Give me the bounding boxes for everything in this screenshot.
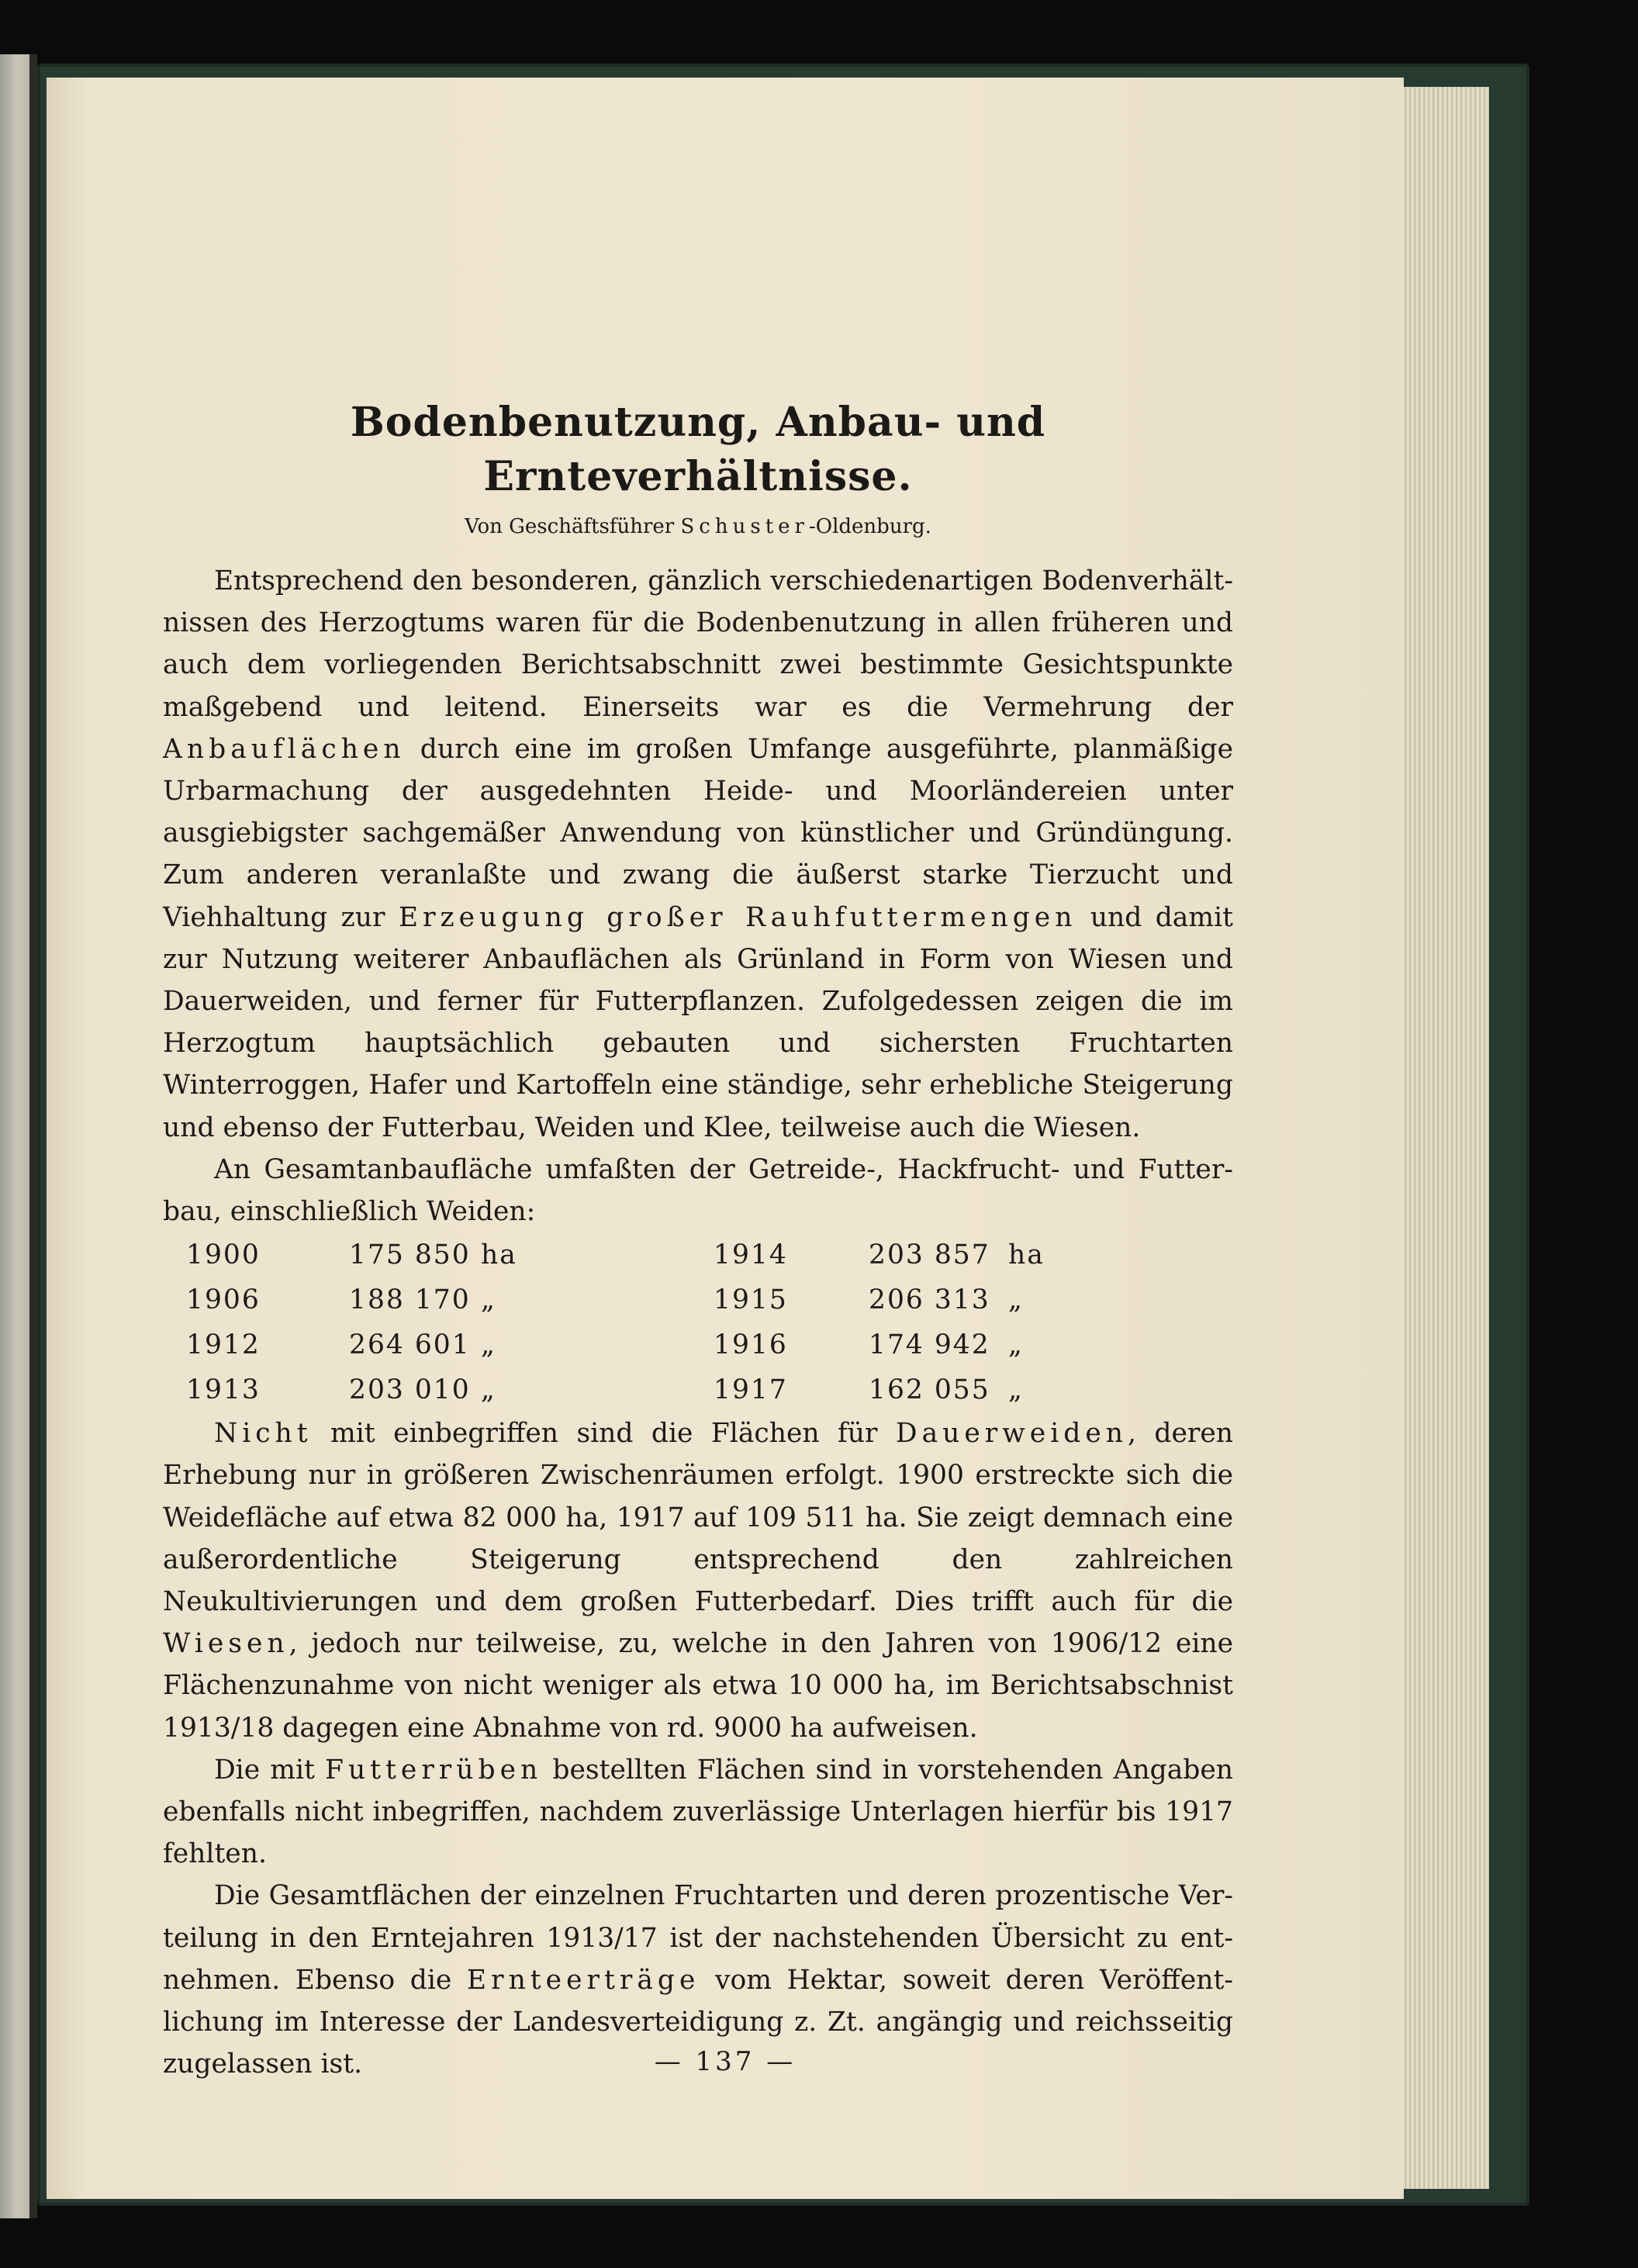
table-row (163, 1367, 1070, 1412)
table-cell-year: 1914 (714, 1239, 788, 1271)
table-cell-value: 206 313 (869, 1284, 990, 1316)
table-cell-value: 174 942 (869, 1329, 990, 1361)
paragraph-1-emphasis-erzeugung: Erzeugung großer Rauhfuttermengen (398, 901, 1077, 933)
paragraph-3-text-a: mit einbegriffen sind die Flächen für (312, 1418, 896, 1450)
table-cell-value: 175 850 (349, 1239, 471, 1271)
table-cell-unit: ha (1008, 1239, 1045, 1271)
table-row (163, 1233, 1070, 1277)
table-cell-unit: „ (481, 1284, 496, 1316)
table-cell-value: 203 857 (869, 1239, 990, 1271)
paragraph-1-text-a: Entsprechend den besonderen, gänzlich verschiedenartigen Bodenverhältnissen des Herzogtums waren für die Bodenbenutzung in allen früheren und auch dem vorliegenden Berichtsabschnitt zwei bestimmte Gesichtspunkte maßgebend und leitend. Einerseits war es die Vermehrung der (163, 565, 1233, 723)
paragraph-3-text-b: , deren Erhebung nur in größeren Zwischenräumen erfolgt. 1900 erstreckte sich die Weidefläche auf etwa 82 000 ha, 1917 auf 109 511 ha. Sie zeigt demnach eine außerordentliche Steigerung entsprechend den zahlreichen Neukultivierungen und dem großen Futterbedarf. Dies trifft auch für die (163, 1418, 1233, 1618)
paragraph-1-text-c: und damit zur Nutzung weiterer Anbauflächen als Grünland in Form von Wiesen und Dauerweiden, und ferner für Futterpflanzen. Zufolgedessen zeigen die im Herzogtum hauptsächlich gebauten und sichersten Fruchtarten Winterroggen, Hafer und Kartoffeln eine ständige, sehr erhebliche Steigerung und ebenso der Futterbau, Weiden und Klee, teilweise auch die Wiesen. (163, 901, 1233, 1143)
table-cell-unit: ha (481, 1239, 517, 1271)
page-title: Bodenbenutzung, Anbau- und Ernteverhältnisse. (350, 399, 1046, 500)
paragraph-4-text-a: Die mit (214, 1754, 326, 1786)
paragraph-5-text-b: vom Hektar, soweit deren Veröffentlichung im Interesse der Landesverteidigung z. Zt. angängig und reichsseitig zugelassen ist. (163, 1964, 1233, 2080)
paragraph-4-emphasis-futterrueben: Futterrüben (325, 1754, 543, 1786)
acreage-table (163, 1233, 1070, 1412)
paragraph-1-text-b: durch eine im großen Umfange ausgeführte, planmäßige Urbarmachung der ausgedehnten Heide- und Moorländereien unter ausgiebigster sachgemäßer Anwendung von künstlicher und Gründüngung. Zum anderen veranlaßte und zwang die äußerst starke Tierzucht und Viehhaltung zur (163, 733, 1233, 933)
table-cell-year: 1906 (186, 1284, 261, 1316)
table-cell-year: 1900 (186, 1239, 261, 1271)
paragraph-3-emphasis-nicht: Nicht (214, 1418, 313, 1450)
paragraph-5-text-a: Die Gesamtflächen der einzelnen Fruchtarten und deren prozentische Verteilung in den Erntejahren 1913/17 ist der nachstehenden Übersicht zu entnehmen. Ebenso die (163, 1880, 1233, 1996)
page-number: — 137 — (654, 2046, 797, 2077)
paragraph-1 (163, 560, 1233, 1149)
byline-suffix: -Oldenburg. (808, 515, 931, 538)
paragraph-4-text-b: bestellten Flächen sind in vorstehenden Angaben ebenfalls nicht inbegriffen, nachdem zuverlässige Unterlagen hierfür bis 1917 fehlten. (163, 1754, 1233, 1870)
page-content (163, 396, 1233, 2086)
table-cell-value: 162 055 (869, 1374, 990, 1406)
paragraph-2: An Gesamtanbaufläche umfaßten der Getreide-, Hackfrucht- und Futterbau, einschließlich Weiden: (163, 1153, 1233, 1228)
table-cell-year: 1917 (714, 1374, 788, 1406)
table-row (163, 1277, 1070, 1322)
table-cell-value: 264 601 (349, 1329, 471, 1361)
table-cell-year: 1915 (714, 1284, 788, 1316)
previous-page-edge (0, 54, 37, 2218)
table-cell-unit: „ (1008, 1329, 1024, 1361)
table-cell-value: 188 170 (349, 1284, 471, 1316)
byline (163, 513, 1233, 540)
byline-author: Schuster (680, 515, 809, 538)
paragraph-3 (163, 1412, 1233, 1749)
paragraph-3-text-c: , jedoch nur teilweise, zu, welche in den Jahren von 1906/12 eine Flächenzunahme von nicht weniger als etwa 10 000 ha, im Berichtsabschnist 1913/18 dagegen eine Abnahme von rd. 9000 ha aufweisen. (163, 1628, 1233, 1744)
paragraph-3-emphasis-wiesen: Wiesen (163, 1628, 289, 1660)
paragraph-3-emphasis-dauerweiden: Dauerweiden (895, 1418, 1128, 1450)
paragraph-1-emphasis-anbauflaechen: Anbauflächen (163, 733, 406, 765)
byline-prefix: Von Geschäftsführer (465, 515, 675, 538)
table-cell-year: 1916 (714, 1329, 788, 1361)
table-cell-year: 1913 (186, 1374, 261, 1406)
paragraph-5-emphasis-ernteertraege: Ernteerträge (466, 1964, 700, 1996)
table-cell-year: 1912 (186, 1329, 261, 1361)
book-page (47, 78, 1404, 2199)
table-cell-unit: „ (481, 1329, 496, 1361)
table-cell-unit: „ (481, 1374, 496, 1406)
table-cell-value: 203 010 (349, 1374, 471, 1406)
table-cell-unit: „ (1008, 1284, 1024, 1316)
page-edge-stack (1401, 87, 1489, 2189)
table-row (163, 1322, 1070, 1367)
table-cell-unit: „ (1008, 1374, 1024, 1406)
paragraph-4 (163, 1749, 1233, 1876)
